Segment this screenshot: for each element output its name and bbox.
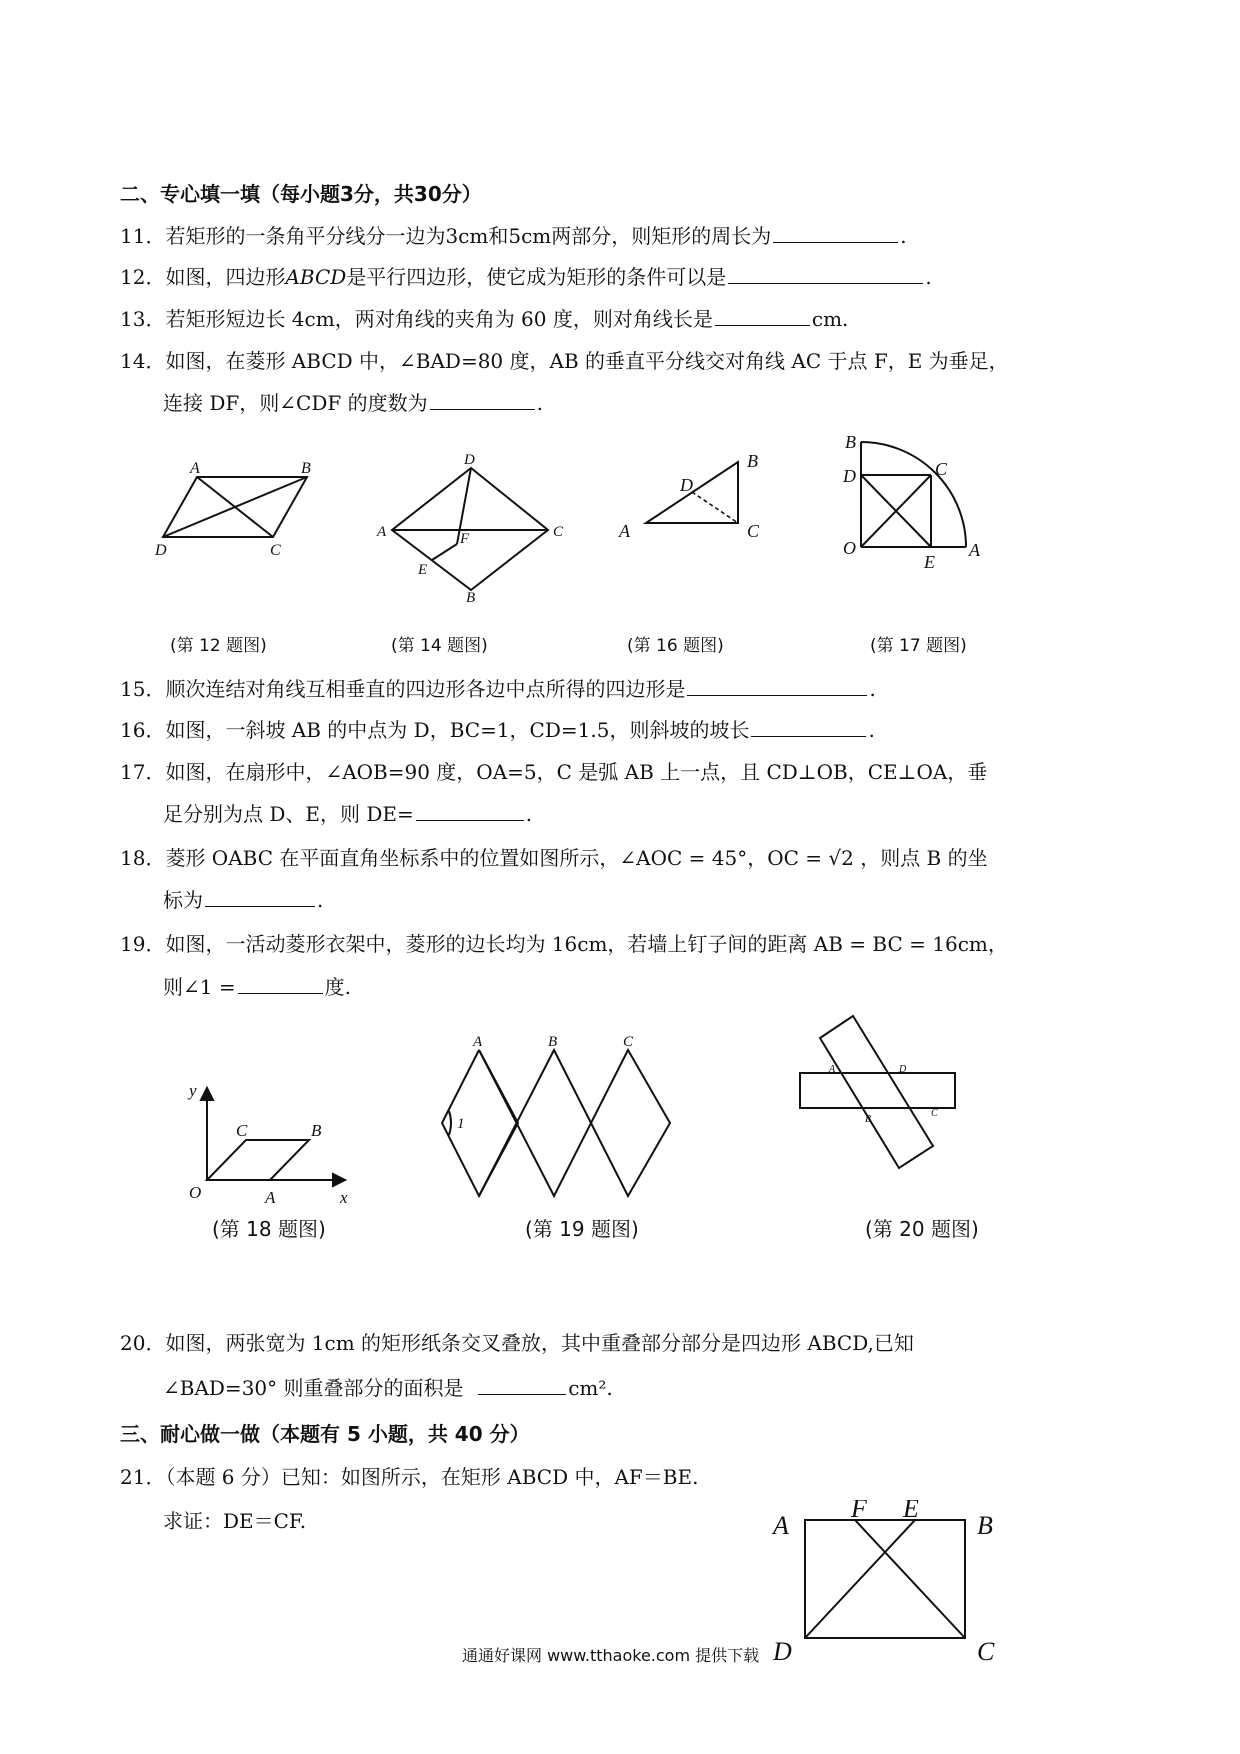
q14-number: 14． (120, 349, 166, 373)
f16-label-c: C (747, 521, 760, 541)
question-13 (120, 305, 848, 333)
q17-line1: 如图，在扇形中，∠AOB=90 度，OA=5，C 是弧 AB 上一点，且 CD⊥OB，CE⊥OA，垂 (165, 760, 988, 784)
question-17-line1 (120, 758, 987, 786)
q12-answer-blank[interactable] (728, 263, 923, 284)
q17-number: 17． (120, 760, 166, 784)
f19-label-a: A (473, 1034, 483, 1050)
question-21-line1 (120, 1463, 698, 1491)
f16-median-cd (692, 492, 738, 523)
caption-fig18: (第 18 题图) (212, 1217, 326, 1241)
caption-fig19: (第 19 题图) (525, 1217, 639, 1241)
f20-label-b: B (865, 1114, 872, 1125)
q14-line1: 如图，在菱形 ABCD 中，∠BAD=80 度，AB 的垂直平分线交对角线 AC 于点 F，E 为垂足， (165, 349, 1009, 373)
q21-number: 21． (120, 1465, 166, 1489)
question-19-line2 (163, 973, 351, 1001)
question-20-line2 (163, 1374, 613, 1402)
q21-line2: 求证：DE＝CF. (163, 1509, 307, 1533)
q16-text: 如图，一斜坡 AB 的中点为 D，BC=1，CD=1.5，则斜坡的坡长 (165, 718, 750, 742)
f18-label-x: x (340, 1188, 348, 1207)
q17-line2: 足分别为点 D、E，则 DE= (163, 802, 414, 826)
q20-end: cm². (568, 1376, 613, 1400)
q18-number: 18． (120, 846, 166, 870)
q18-line1: 菱形 OABC 在平面直角坐标系中的位置如图所示，∠AOC = 45°，OC = √2 ，则点 B 的坐 (165, 846, 988, 870)
f21-label-c: C (977, 1637, 995, 1665)
caption-fig12: (第 12 题图) (170, 636, 267, 656)
question-16 (120, 716, 875, 744)
q14-answer-blank[interactable] (430, 389, 535, 410)
q13-answer-blank[interactable] (715, 305, 810, 326)
f17-label-b: B (845, 432, 856, 452)
f21-label-b: B (977, 1511, 993, 1540)
section-2-title: 二、专心填一填（每小题3分，共30分） (120, 182, 482, 206)
figure-12-parallelogram (150, 455, 330, 570)
q17-end: . (525, 802, 533, 826)
f12-label-b: B (301, 460, 311, 477)
f21-label-f: F (851, 1500, 867, 1523)
f12-label-a: A (190, 460, 200, 477)
q17-answer-blank[interactable] (416, 800, 524, 821)
q21-line1: （本题 6 分）已知：如图所示，在矩形 ABCD 中，AF＝BE. (165, 1465, 699, 1489)
caption-fig16: (第 16 题图) (627, 636, 724, 656)
figure-21-rectangle (765, 1500, 1015, 1665)
caption-fig14: (第 14 题图) (391, 636, 488, 656)
f14-label-e: E (418, 562, 428, 578)
f19-label-b: B (548, 1034, 558, 1050)
question-19-line1 (120, 930, 1008, 958)
f14-label-b: B (466, 590, 476, 605)
q19-answer-blank[interactable] (238, 973, 323, 994)
q12-abcd: ABCD (285, 265, 347, 289)
q20-line2: ∠BAD=30° 则重叠部分的面积是 (163, 1376, 464, 1400)
question-18-line1 (120, 844, 988, 872)
q11-answer-blank[interactable] (773, 222, 898, 243)
figure-14-rhombus (368, 450, 578, 605)
f19-label-1: 1 (457, 1116, 465, 1132)
f21-label-e: E (903, 1500, 919, 1523)
q11-number: 11． (120, 224, 166, 248)
f17-label-e: E (924, 552, 935, 570)
q16-answer-blank[interactable] (751, 716, 866, 737)
q13-number: 13． (120, 307, 166, 331)
f18-label-c: C (236, 1121, 248, 1140)
f14-label-f: F (460, 531, 470, 547)
f18-label-a: A (265, 1188, 276, 1207)
f12-label-c: C (270, 542, 281, 559)
section-3-title: 三、耐心做一做（本题有 5 小题，共 40 分） (120, 1422, 530, 1446)
question-12 (120, 263, 932, 291)
q15-number: 15． (120, 677, 166, 701)
q15-text: 顺次连结对角线互相垂直的四边形各边中点所得的四边形是 (165, 677, 686, 701)
q19-number: 19． (120, 932, 166, 956)
question-20-line1 (120, 1329, 914, 1357)
f14-label-d: D (464, 452, 475, 468)
f16-label-a: A (619, 521, 630, 541)
q18-answer-blank[interactable] (205, 886, 315, 907)
q20-number: 20． (120, 1331, 166, 1355)
figure-17-sector (835, 430, 995, 570)
f18-label-o: O (189, 1183, 202, 1202)
figure-18-coordinate-rhombus (175, 1070, 360, 1210)
q19-line1: 如图，一活动菱形衣架中，菱形的边长均为 16cm，若墙上钉子间的距离 AB = BC = 16cm， (165, 932, 1008, 956)
q12-text-b: 是平行四边形，使它成为矩形的条件可以是 (346, 265, 727, 289)
q19-line2: 则∠1 = (163, 975, 236, 999)
q15-answer-blank[interactable] (687, 675, 867, 696)
q13-text: 若矩形短边长 4cm，两对角线的夹角为 60 度，则对角线长是 (165, 307, 713, 331)
f18-label-b: B (311, 1121, 322, 1140)
q18-end: . (317, 888, 324, 912)
f17-label-a: A (969, 540, 980, 560)
f17-label-d: D (843, 466, 856, 486)
q16-end: . (868, 718, 875, 742)
f20-label-a: A (829, 1064, 836, 1075)
q14-line2: 连接 DF，则∠CDF 的度数为 (163, 391, 428, 415)
q18-line2: 标为 (163, 888, 203, 912)
q12-end: . (925, 265, 932, 289)
question-14-line1 (120, 347, 1009, 375)
f21-label-d: D (773, 1637, 792, 1665)
f14-label-a: A (377, 524, 387, 540)
q14-end: . (536, 391, 543, 415)
figure-19-hanger (430, 1030, 680, 1220)
question-15 (120, 675, 876, 703)
question-21-line2 (163, 1507, 306, 1535)
f16-label-b: B (747, 451, 758, 471)
q16-number: 16． (120, 718, 166, 742)
q11-end: . (900, 224, 907, 248)
f19-label-c: C (623, 1034, 634, 1050)
f17-label-c: C (935, 459, 948, 479)
q15-end: . (869, 677, 876, 701)
figure-16-slope (610, 445, 780, 565)
q20-line1: 如图，两张宽为 1cm 的矩形纸条交叉叠放，其中重叠部分部分是四边形 ABCD,已知 (165, 1331, 914, 1355)
f12-label-d: D (155, 542, 167, 559)
figure-20-crossed-strips (795, 1010, 975, 1180)
question-18-line2 (163, 886, 323, 914)
f20-label-d: D (899, 1064, 907, 1075)
f21-label-a: A (773, 1511, 789, 1540)
f16-label-d: D (680, 475, 693, 495)
footer-source: 通通好课网 www.tthaoke.com 提供下载 (462, 1646, 760, 1665)
question-14-line2 (163, 389, 543, 417)
q11-text: 若矩形的一条角平分线分一边为3cm和5cm两部分，则矩形的周长为 (165, 224, 772, 248)
f20-label-c: C (931, 1108, 938, 1119)
f18-label-y: y (189, 1081, 197, 1100)
caption-fig17: (第 17 题图) (870, 636, 967, 656)
q12-text-a: 如图，四边形 (165, 265, 286, 289)
f17-label-o: O (843, 538, 856, 558)
caption-fig20: (第 20 题图) (865, 1217, 979, 1241)
q19-end: 度. (324, 975, 351, 999)
f14-label-c: C (553, 524, 564, 540)
q12-number: 12． (120, 265, 166, 289)
question-11 (120, 222, 907, 250)
q20-answer-blank[interactable] (478, 1374, 566, 1395)
question-17-line2 (163, 800, 532, 828)
q13-end: cm. (811, 307, 849, 331)
